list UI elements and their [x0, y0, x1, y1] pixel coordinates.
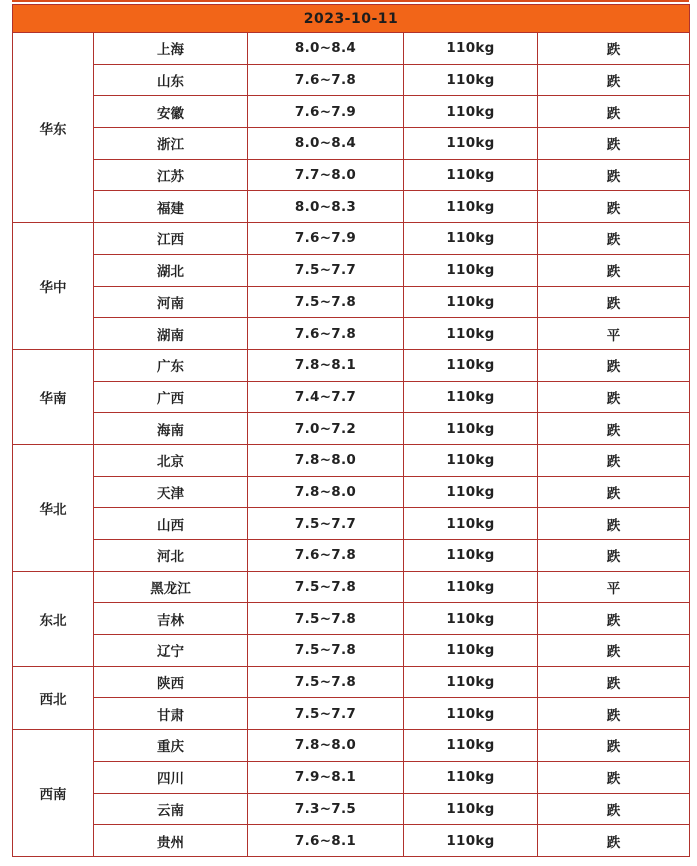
weight-cell: 110kg — [404, 223, 538, 255]
table-row — [13, 191, 690, 223]
price-cell: 8.0~8.4 — [248, 128, 404, 160]
table-row — [13, 33, 690, 65]
trend-cell: 跌 — [538, 444, 690, 476]
trend-cell: 跌 — [538, 381, 690, 413]
trend-cell: 跌 — [538, 96, 690, 128]
province-cell: 湖北 — [94, 254, 248, 286]
weight-cell: 110kg — [404, 159, 538, 191]
table-row — [13, 761, 690, 793]
region-cell: 华北 — [13, 444, 94, 571]
province-cell: 四川 — [94, 761, 248, 793]
price-cell: 7.8~8.0 — [248, 476, 404, 508]
trend-cell: 跌 — [538, 730, 690, 762]
date-header: 2023-10-11 — [13, 5, 690, 33]
table-row — [13, 413, 690, 445]
province-cell: 福建 — [94, 191, 248, 223]
trend-cell: 跌 — [538, 191, 690, 223]
price-cell: 7.6~8.1 — [248, 825, 404, 857]
price-cell: 7.5~7.7 — [248, 254, 404, 286]
table-row — [13, 349, 690, 381]
province-cell: 吉林 — [94, 603, 248, 635]
table-row — [13, 381, 690, 413]
price-cell: 7.9~8.1 — [248, 761, 404, 793]
province-cell: 海南 — [94, 413, 248, 445]
price-cell: 7.5~7.8 — [248, 635, 404, 667]
top-rule — [12, 0, 689, 2]
weight-cell: 110kg — [404, 571, 538, 603]
table-row — [13, 698, 690, 730]
weight-cell: 110kg — [404, 64, 538, 96]
table-row — [13, 793, 690, 825]
province-cell: 江苏 — [94, 159, 248, 191]
trend-cell: 跌 — [538, 698, 690, 730]
trend-cell: 跌 — [538, 793, 690, 825]
price-cell: 7.0~7.2 — [248, 413, 404, 445]
trend-cell: 跌 — [538, 128, 690, 160]
weight-cell: 110kg — [404, 603, 538, 635]
price-cell: 7.6~7.9 — [248, 223, 404, 255]
weight-cell: 110kg — [404, 793, 538, 825]
price-cell: 7.6~7.8 — [248, 318, 404, 350]
trend-cell: 跌 — [538, 761, 690, 793]
weight-cell: 110kg — [404, 666, 538, 698]
region-cell: 西南 — [13, 730, 94, 857]
table-row — [13, 540, 690, 572]
trend-cell: 跌 — [538, 476, 690, 508]
table-row — [13, 825, 690, 857]
weight-cell: 110kg — [404, 191, 538, 223]
weight-cell: 110kg — [404, 254, 538, 286]
province-cell: 河北 — [94, 540, 248, 572]
province-cell: 山东 — [94, 64, 248, 96]
weight-cell: 110kg — [404, 444, 538, 476]
province-cell: 河南 — [94, 286, 248, 318]
trend-cell: 跌 — [538, 159, 690, 191]
table-row — [13, 286, 690, 318]
price-cell: 8.0~8.4 — [248, 33, 404, 65]
weight-cell: 110kg — [404, 381, 538, 413]
price-cell: 7.5~7.8 — [248, 286, 404, 318]
weight-cell: 110kg — [404, 286, 538, 318]
province-cell: 广东 — [94, 349, 248, 381]
table-row — [13, 96, 690, 128]
table-row — [13, 318, 690, 350]
trend-cell: 跌 — [538, 254, 690, 286]
weight-cell: 110kg — [404, 635, 538, 667]
price-cell: 8.0~8.3 — [248, 191, 404, 223]
table-row — [13, 666, 690, 698]
table-row — [13, 476, 690, 508]
trend-cell: 跌 — [538, 635, 690, 667]
weight-cell: 110kg — [404, 761, 538, 793]
price-cell: 7.5~7.8 — [248, 666, 404, 698]
weight-cell: 110kg — [404, 730, 538, 762]
price-cell: 7.8~8.0 — [248, 730, 404, 762]
table-row — [13, 254, 690, 286]
table-row — [13, 64, 690, 96]
table-row — [13, 128, 690, 160]
province-cell: 北京 — [94, 444, 248, 476]
weight-cell: 110kg — [404, 476, 538, 508]
weight-cell: 110kg — [404, 508, 538, 540]
weight-cell: 110kg — [404, 825, 538, 857]
table-row — [13, 603, 690, 635]
region-cell: 华东 — [13, 33, 94, 223]
province-cell: 甘肃 — [94, 698, 248, 730]
trend-cell: 跌 — [538, 666, 690, 698]
weight-cell: 110kg — [404, 698, 538, 730]
price-cell: 7.5~7.8 — [248, 603, 404, 635]
price-cell: 7.8~8.1 — [248, 349, 404, 381]
weight-cell: 110kg — [404, 318, 538, 350]
price-cell: 7.3~7.5 — [248, 793, 404, 825]
trend-cell: 平 — [538, 571, 690, 603]
weight-cell: 110kg — [404, 96, 538, 128]
table-row — [13, 508, 690, 540]
table-row — [13, 444, 690, 476]
price-cell: 7.7~8.0 — [248, 159, 404, 191]
region-cell: 西北 — [13, 666, 94, 729]
price-cell: 7.4~7.7 — [248, 381, 404, 413]
trend-cell: 跌 — [538, 33, 690, 65]
trend-cell: 跌 — [538, 349, 690, 381]
weight-cell: 110kg — [404, 128, 538, 160]
weight-cell: 110kg — [404, 33, 538, 65]
province-cell: 山西 — [94, 508, 248, 540]
price-cell: 7.6~7.8 — [248, 64, 404, 96]
province-cell: 安徽 — [94, 96, 248, 128]
weight-cell: 110kg — [404, 413, 538, 445]
trend-cell: 跌 — [538, 603, 690, 635]
weight-cell: 110kg — [404, 349, 538, 381]
trend-cell: 跌 — [538, 286, 690, 318]
weight-cell: 110kg — [404, 540, 538, 572]
date-header-row — [13, 5, 690, 33]
region-cell: 华中 — [13, 223, 94, 350]
price-cell: 7.8~8.0 — [248, 444, 404, 476]
price-cell: 7.6~7.8 — [248, 540, 404, 572]
trend-cell: 跌 — [538, 223, 690, 255]
trend-cell: 跌 — [538, 64, 690, 96]
trend-cell: 跌 — [538, 540, 690, 572]
province-cell: 天津 — [94, 476, 248, 508]
province-cell: 广西 — [94, 381, 248, 413]
price-cell: 7.5~7.7 — [248, 698, 404, 730]
province-cell: 江西 — [94, 223, 248, 255]
price-cell: 7.6~7.9 — [248, 96, 404, 128]
price-cell: 7.5~7.7 — [248, 508, 404, 540]
province-cell: 浙江 — [94, 128, 248, 160]
table-body — [13, 5, 690, 857]
trend-cell: 跌 — [538, 825, 690, 857]
province-cell: 重庆 — [94, 730, 248, 762]
province-cell: 贵州 — [94, 825, 248, 857]
province-cell: 云南 — [94, 793, 248, 825]
table-row — [13, 159, 690, 191]
province-cell: 陕西 — [94, 666, 248, 698]
province-cell: 湖南 — [94, 318, 248, 350]
trend-cell: 平 — [538, 318, 690, 350]
trend-cell: 跌 — [538, 413, 690, 445]
table-row — [13, 571, 690, 603]
table-row — [13, 635, 690, 667]
province-cell: 上海 — [94, 33, 248, 65]
price-cell: 7.5~7.8 — [248, 571, 404, 603]
region-cell: 东北 — [13, 571, 94, 666]
province-cell: 黑龙江 — [94, 571, 248, 603]
table-row — [13, 730, 690, 762]
province-cell: 辽宁 — [94, 635, 248, 667]
trend-cell: 跌 — [538, 508, 690, 540]
table-row — [13, 223, 690, 255]
region-cell: 华南 — [13, 349, 94, 444]
hog-price-table — [12, 4, 690, 857]
